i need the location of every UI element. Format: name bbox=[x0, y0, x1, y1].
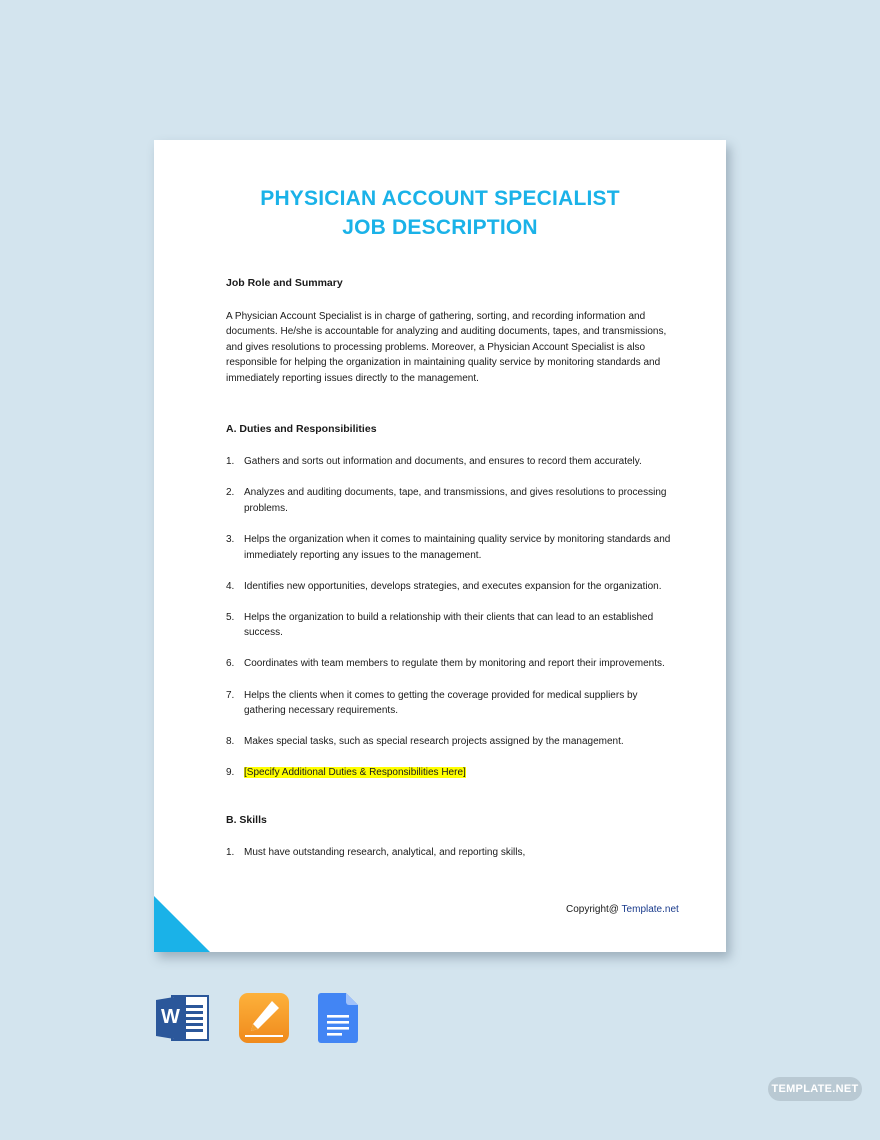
document-body bbox=[226, 276, 676, 861]
word-icon[interactable] bbox=[156, 994, 210, 1042]
document-title bbox=[154, 184, 726, 242]
word-icon-letter: W bbox=[161, 1006, 180, 1028]
skills-list bbox=[226, 845, 676, 861]
list-item-text: Helps the clients when it comes to getting the coverage provided for medical suppliers by gathering necessary requirements. bbox=[244, 689, 638, 717]
list-item: 2. Analyzes and auditing documents, tape, and transmissions, and gives resolutions to processing problems. bbox=[226, 487, 667, 514]
list-item: 3. Helps the organization when it comes to maintaining quality service by monitoring standards and immediately reporting any issues to the management. bbox=[226, 533, 671, 561]
list-item-text: Coordinates with team members to regulate them by monitoring and report their improvements. bbox=[244, 658, 665, 670]
duties-list bbox=[226, 454, 676, 781]
pages-icon[interactable] bbox=[239, 993, 289, 1043]
list-item-text: Identifies new opportunities, develops strategies, and executes expansion for the organization. bbox=[244, 580, 662, 592]
list-item: 5. Helps the organization to build a relationship with their clients that can lead to an established success. bbox=[226, 611, 654, 639]
title-line-2: JOB DESCRIPTION bbox=[342, 216, 538, 239]
list-item: 4. Identifies new opportunities, develops strategies, and executes expansion for the organization. bbox=[226, 580, 662, 592]
summary-paragraph: A Physician Account Specialist is in charge of gathering, sorting, and recording information and documents. He/she is accountable for analyzing and auditing documents, tapes, and transmissions, and gives resolutions to processing problems. Moreover, a Physician Account Specialist is also responsible for helping the organization in maintaining quality service by monitoring standards and immediately reporting issues directly to the management. bbox=[226, 310, 667, 384]
title-line-1: PHYSICIAN ACCOUNT SPECIALIST bbox=[260, 187, 620, 210]
corner-accent-triangle bbox=[154, 896, 210, 952]
list-item: 8. Makes special tasks, such as special research projects assigned by the management. bbox=[226, 736, 624, 748]
list-item-text: Must have outstanding research, analytical, and reporting skills, bbox=[244, 847, 526, 859]
skills-heading: B. Skills bbox=[226, 813, 267, 826]
copyright-prefix: Copyright@ bbox=[566, 904, 622, 915]
list-item: 7. Helps the clients when it comes to getting the coverage provided for medical suppliers by gathering necessary requirements. bbox=[226, 689, 638, 717]
summary-heading: Job Role and Summary bbox=[226, 277, 343, 289]
copyright-notice bbox=[566, 904, 679, 915]
list-item-text: Gathers and sorts out information and documents, and ensures to record them accurately. bbox=[244, 456, 642, 468]
template-net-badge[interactable]: TEMPLATE.NET bbox=[768, 1077, 862, 1101]
document-page bbox=[154, 140, 726, 952]
placeholder-highlight: [Specify Additional Duties & Responsibilities Here] bbox=[244, 767, 466, 779]
list-item-text: Helps the organization when it comes to maintaining quality service by monitoring standards and immediately reporting any issues to the management. bbox=[244, 533, 671, 561]
copyright-link[interactable]: Template.net bbox=[621, 904, 679, 915]
list-item: 6. Coordinates with team members to regulate them by monitoring and report their improvements. bbox=[226, 658, 665, 670]
list-item: 1. Must have outstanding research, analytical, and reporting skills, bbox=[226, 847, 526, 859]
list-item-text: Helps the organization to build a relationship with their clients that can lead to an established success. bbox=[244, 611, 654, 639]
list-item: 1. Gathers and sorts out information and documents, and ensures to record them accurately. bbox=[226, 456, 642, 468]
google-docs-icon[interactable] bbox=[318, 993, 358, 1043]
list-item-text: Analyzes and auditing documents, tape, and transmissions, and gives resolutions to processing problems. bbox=[244, 487, 667, 514]
list-item: 9. [Specify Additional Duties & Responsibilities Here] bbox=[226, 767, 466, 779]
list-item-text: Makes special tasks, such as special research projects assigned by the management. bbox=[244, 736, 624, 748]
duties-heading: A. Duties and Responsibilities bbox=[226, 422, 377, 435]
